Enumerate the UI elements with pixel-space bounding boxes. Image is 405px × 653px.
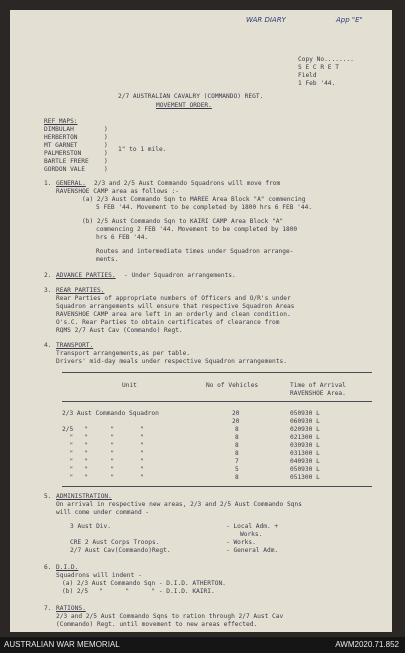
section-1a-text: (a) 2/3 Aust Commando Sqn to MAREE Area Block "A" commencing [82, 196, 306, 203]
document-title: 2/7 AUSTRALIAN CAVALRY (COMMANDO) REGT. [118, 93, 264, 100]
section-7-heading: RATIONS. [56, 605, 86, 612]
table-cell-unit: " " " " [62, 466, 144, 473]
table-row [10, 458, 392, 466]
section-4-text: Drivers' mid-day meals under respective Squadron arrangements. [56, 358, 287, 365]
section-4-number: 4. [44, 342, 52, 349]
section-1-heading: GENERAL. [56, 180, 86, 187]
table-cell-vehicles: 20 [232, 410, 240, 417]
section-2-text: - Under Squadron arrangements. [124, 272, 236, 279]
section-6-number: 6. [44, 564, 52, 571]
table-header-rule [62, 401, 372, 402]
command-unit: 3 Aust Div. [70, 523, 111, 530]
ref-map-item: DIMBULAH [44, 126, 74, 133]
table-cell-unit: " " " " [62, 450, 144, 457]
ref-map-item: HERBERTON [44, 134, 78, 141]
section-1-number: 1. [44, 180, 52, 187]
command-unit: CRE 2 Aust Corps Troops. [70, 539, 160, 546]
table-cell-unit: " " " " [62, 434, 144, 441]
table-cell-vehicles: 8 [235, 434, 239, 441]
table-cell-arrival: 060930 L [290, 418, 320, 425]
section-3-heading: REAR PARTIES. [56, 287, 105, 294]
section-1b-text: hrs 6 FEB '44. [96, 234, 149, 241]
section-5-text: On arrival in respective new areas, 2/3 and 2/5 Aust Commando Sqns [56, 501, 302, 508]
security-classification: S E C R E T [298, 64, 339, 71]
section-1-text: 2/3 and 2/5 Aust Commando Squadrons will move from [94, 180, 281, 187]
section-3-text: Squadron arrangements will ensure that respective Squadron Areas [56, 303, 295, 310]
section-7-text: (Commando) Regt. until movement to new areas effected. [56, 621, 258, 628]
section-3-text: RQMS 2/7 Aust Cav (Commando) Regt. [56, 327, 183, 334]
table-bottom-rule [62, 486, 372, 487]
map-scale: 1" to 1 mile. [118, 146, 167, 153]
ref-maps-brace: ) ) ) ) ) ) [104, 126, 108, 173]
section-3-text: RAVENSHOE CAMP area are left in an orderly and clean condition. [56, 311, 291, 318]
table-row [10, 426, 392, 434]
section-1-text: RAVENSHOE CAMP area as follows :- [56, 188, 179, 195]
archive-footer [0, 637, 405, 653]
table-cell-arrival: 040930 L [290, 458, 320, 465]
command-role: Works. [240, 531, 263, 538]
table-row [10, 434, 392, 442]
section-4-text: Transport arrangements,as per table. [56, 350, 191, 357]
table-header-unit: Unit [122, 382, 137, 389]
table-cell-arrival: 050930 L [290, 410, 320, 417]
section-2-heading: ADVANCE PARTIES. [56, 272, 116, 279]
table-row [10, 474, 392, 482]
location-field: Field [298, 72, 317, 79]
section-1-routes: Routes and intermediate times under Squadron arrange- [96, 248, 294, 255]
document-subtitle: MOVEMENT ORDER. [156, 102, 212, 109]
handwritten-appendix-note: App "E" [336, 16, 363, 24]
command-role: - Local Adm. + [226, 523, 279, 530]
table-header-area: RAVENSHOE Area. [290, 390, 346, 397]
table-cell-vehicles: 8 [235, 450, 239, 457]
command-role: - Works. [226, 539, 256, 546]
section-7-text: 2/3 and 2/5 Aust Commando Sqns to ration through 2/7 Aust Cav [56, 613, 284, 620]
table-cell-unit: 2/3 Aust Commando Squadron [62, 410, 159, 417]
handwritten-war-diary-note: WAR DIARY [246, 16, 286, 24]
table-row [10, 410, 392, 418]
section-2-number: 2. [44, 272, 52, 279]
table-row [10, 466, 392, 474]
section-3-number: 3. [44, 287, 52, 294]
command-unit: 2/7 Aust Cav(Commando)Regt. [70, 547, 171, 554]
section-7-number: 7. [44, 605, 52, 612]
table-row [10, 450, 392, 458]
section-6-heading: D.I.D. [56, 564, 79, 571]
section-3-text: O's.C. Rear Parties to obtain certificates of clearance from [56, 319, 280, 326]
table-cell-vehicles: 20 [232, 418, 240, 425]
section-5-number: 5. [44, 493, 52, 500]
section-5-text: will come under command - [56, 509, 150, 516]
section-3-text: Rear Parties of appropriate numbers of Officers and O/R's under [56, 295, 291, 302]
archive-name: AUSTRALIAN WAR MEMORIAL [4, 640, 120, 649]
section-4-heading: TRANSPORT. [56, 342, 94, 349]
table-cell-arrival: 020930 L [290, 426, 320, 433]
table-header-arrival: Time of Arrival [290, 382, 346, 389]
table-cell-unit: 2/5 " " " [62, 426, 144, 433]
table-header-vehicles: No of Vehicles [206, 382, 259, 389]
ref-maps-heading: REF MAPS: [44, 118, 78, 125]
table-cell-unit: " " " " [62, 442, 144, 449]
table-cell-arrival: 051300 L [290, 474, 320, 481]
table-row [10, 418, 392, 426]
ref-map-item: GORDON VALE [44, 166, 85, 173]
copy-number: Copy No........ [298, 56, 354, 63]
table-cell-arrival: 021300 L [290, 434, 320, 441]
section-6-text: Squadrons will indent - [56, 572, 142, 579]
section-6-text: (b) 2/5 " " " - D.I.D. KAIRI. [62, 588, 215, 595]
table-cell-unit: " " " " [62, 458, 144, 465]
section-1b-text: (b) 2/5 Aust Commando Sqn to KAIRI CAMP Area Block "A" [82, 218, 284, 225]
section-1-routes: ments. [96, 256, 119, 263]
order-date: 1 Feb '44. [298, 80, 336, 87]
document-page [10, 10, 392, 632]
table-cell-arrival: 031300 L [290, 450, 320, 457]
table-cell-vehicles: 8 [235, 474, 239, 481]
section-6-text: (a) 2/3 Aust Commando Sqn - D.I.D. ATHERTON. [62, 580, 226, 587]
table-top-rule [62, 372, 372, 373]
table-cell-unit: " " " " [62, 474, 144, 481]
ref-map-item: PALMERSTON [44, 150, 82, 157]
table-cell-arrival: 030930 L [290, 442, 320, 449]
command-role: - General Adm. [226, 547, 279, 554]
ref-map-item: MT GARNET [44, 142, 78, 149]
section-1a-text: 5 FEB '44. Movement to be completed by 1800 hrs 6 FEB '44. [96, 204, 313, 211]
section-5-heading: ADMINISTRATION. [56, 493, 112, 500]
ref-map-item: BARTLE FRERE [44, 158, 89, 165]
table-cell-vehicles: 7 [235, 458, 239, 465]
table-cell-vehicles: 8 [235, 426, 239, 433]
table-row [10, 442, 392, 450]
archive-reference: AWM2020.71.852 [335, 640, 399, 649]
table-cell-vehicles: 5 [235, 466, 239, 473]
section-1b-text: commencing 2 FEB '44. Movement to be completed by 1800 [96, 226, 298, 233]
table-cell-vehicles: 8 [235, 442, 239, 449]
table-cell-arrival: 050930 L [290, 466, 320, 473]
